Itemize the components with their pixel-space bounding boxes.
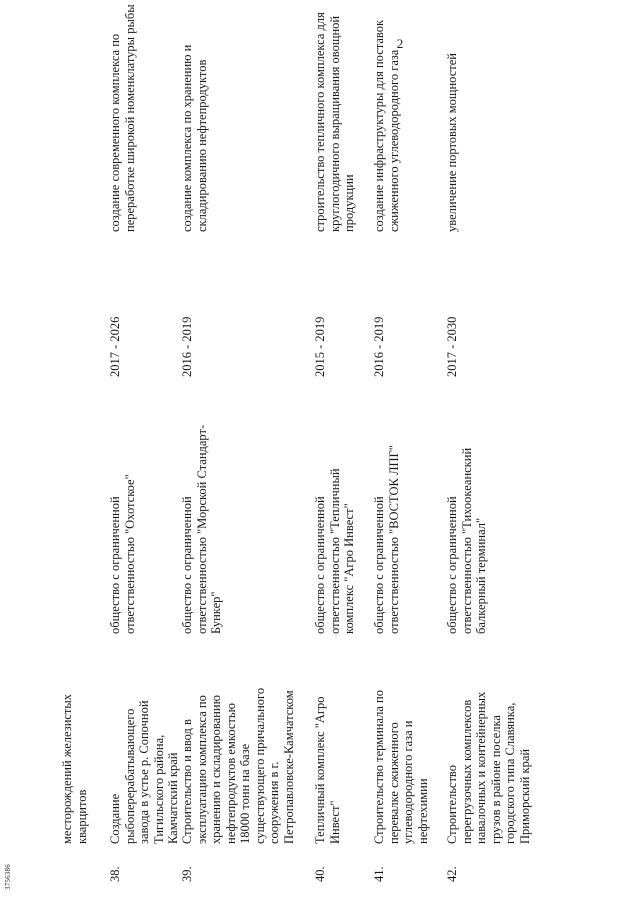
row-number: 39. (180, 866, 194, 882)
project-name: Тепличный комплекс "Агро Инвест" (313, 696, 342, 844)
project-name: Строительство перегрузочных комплексов навалочных и контейнерных грузов в районе поселка городского типа Славянка, Приморский край (445, 691, 532, 844)
project-name: Строительство и ввод в эксплуатацию комплекса по хранению и складированию нефтепродуктов емкостью 18000 тонн на базе существующего причального сооружения в г. Петропавловске-Камчатском (180, 687, 296, 844)
project-term: 2017 - 2026 (108, 316, 122, 377)
project-goal: создание современного комплекса по переработке широкой номенклатуры рыбы (108, 4, 137, 232)
row-number: 38. (108, 866, 122, 882)
company-name: общество с ограниченной ответственностью "Охотское" (108, 474, 137, 634)
table-rotated (50, 4, 532, 882)
company-name: общество с ограниченной ответственностью "ВОСТОК ЛПГ" (372, 445, 401, 634)
company-name: общество с ограниченной ответственностью "Морской Стандарт-Бункер" (180, 424, 223, 634)
project-term: 2016 - 2019 (180, 316, 194, 377)
page-number: 2 (396, 36, 404, 51)
document-code: 3756386 (4, 864, 12, 890)
project-goal: увеличение портовых мощностей (445, 53, 459, 232)
project-term: 2015 - 2019 (313, 316, 327, 377)
project-name: Строительство терминала по перевалке сжиженного углеводородного газа и нефтехимии (372, 690, 430, 844)
row-number: 42. (445, 866, 459, 882)
company-name: общество с ограниченной ответственностью "Тепличный комплекс "Агро Инвест" (313, 468, 356, 634)
row-number: 41. (372, 866, 386, 882)
company-name: общество с ограниченной ответственностью "Тихоокеанский балкерный терминал" (445, 447, 488, 634)
continued-text: месторождений железистых кварцитов (60, 693, 89, 844)
project-term: 2016 - 2019 (372, 316, 386, 377)
project-goal: создание комплекса по хранению и складированию нефтепродуктов (180, 44, 209, 232)
project-term: 2017 - 2030 (445, 316, 459, 377)
project-goal: создание инфраструктуры для поставок сжиженного углеводородного газа (372, 19, 401, 232)
project-goal: строительство тепличного комплекса для круглогодичного выращивания овощной продукции (313, 12, 356, 232)
project-name: Создание рыбоперерабатывающего завода в устье р. Сопочной Тигильского района, Камчатский край (108, 700, 180, 844)
row-number: 40. (313, 866, 327, 882)
